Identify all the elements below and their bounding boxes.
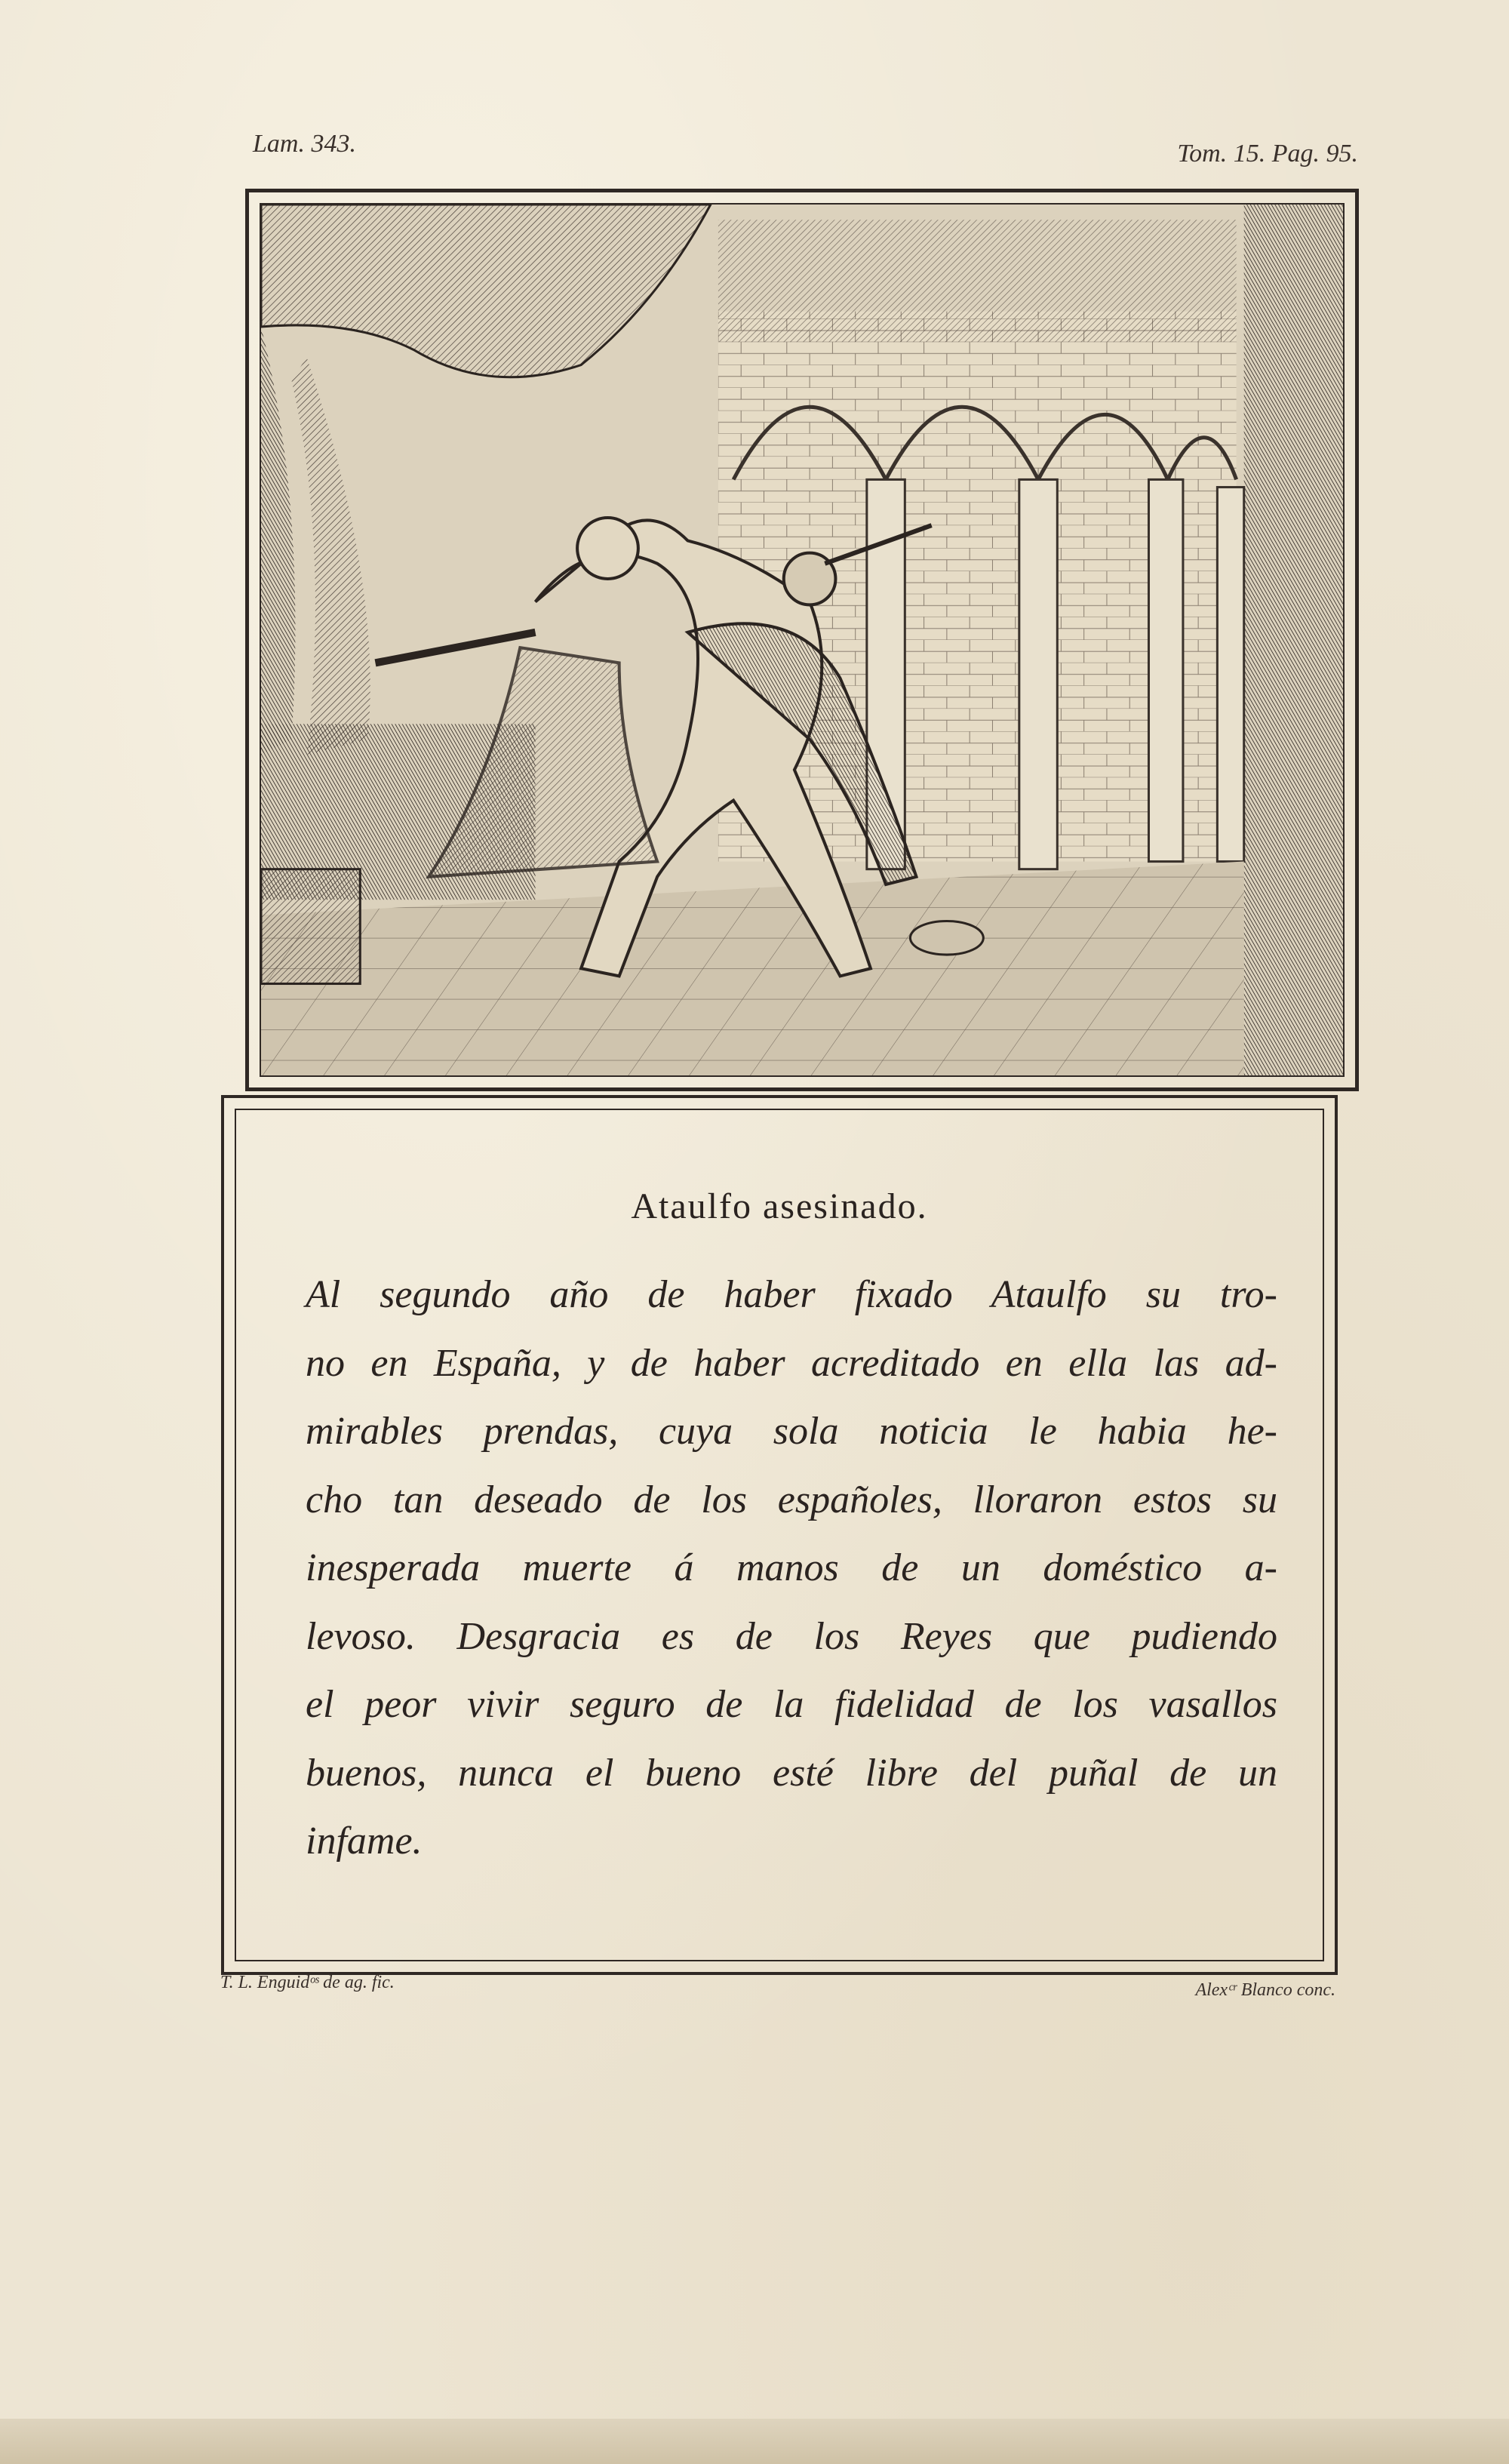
volume-reference: Tom. 15. Pag. 95. — [1177, 140, 1358, 168]
plate-number: Lam. 343. — [253, 130, 356, 158]
caption-line: buenos, nunca el bueno esté libre del puñal de un — [306, 1751, 1277, 1795]
caption-frame — [221, 1095, 1338, 1975]
finisher-credit: Alexᶜʳ Blanco conc. — [1195, 1980, 1335, 2000]
caption-panel — [235, 1109, 1324, 1961]
paper-edge — [0, 2419, 1509, 2464]
caption-line: Al segundo año de haber fixado Ataulfo su tro- — [306, 1273, 1277, 1316]
engraving-frame — [245, 189, 1359, 1091]
caption-line: cho tan deseado de los españoles, lloraron estos su — [306, 1478, 1277, 1521]
engraving-illustration — [260, 203, 1345, 1077]
caption-title: Ataulfo asesinado. — [631, 1186, 928, 1226]
caption-line: no en España, y de haber acreditado en ella las ad- — [306, 1341, 1277, 1385]
caption-body — [306, 1261, 1277, 1876]
caption-line: levoso. Desgracia es de los Reyes que pudiendo — [306, 1614, 1277, 1658]
caption-line: infame. — [306, 1820, 423, 1863]
caption-line: el peor vivir seguro de la fidelidad de los vasallos — [306, 1683, 1277, 1726]
engraver-credit: T. L. Enguidᵒˢ de ag. fic. — [220, 1973, 395, 1992]
caption-line: inesperada muerte á manos de un doméstico a- — [306, 1546, 1277, 1589]
caption-line: mirables prendas, cuya sola noticia le habia he- — [306, 1410, 1277, 1453]
